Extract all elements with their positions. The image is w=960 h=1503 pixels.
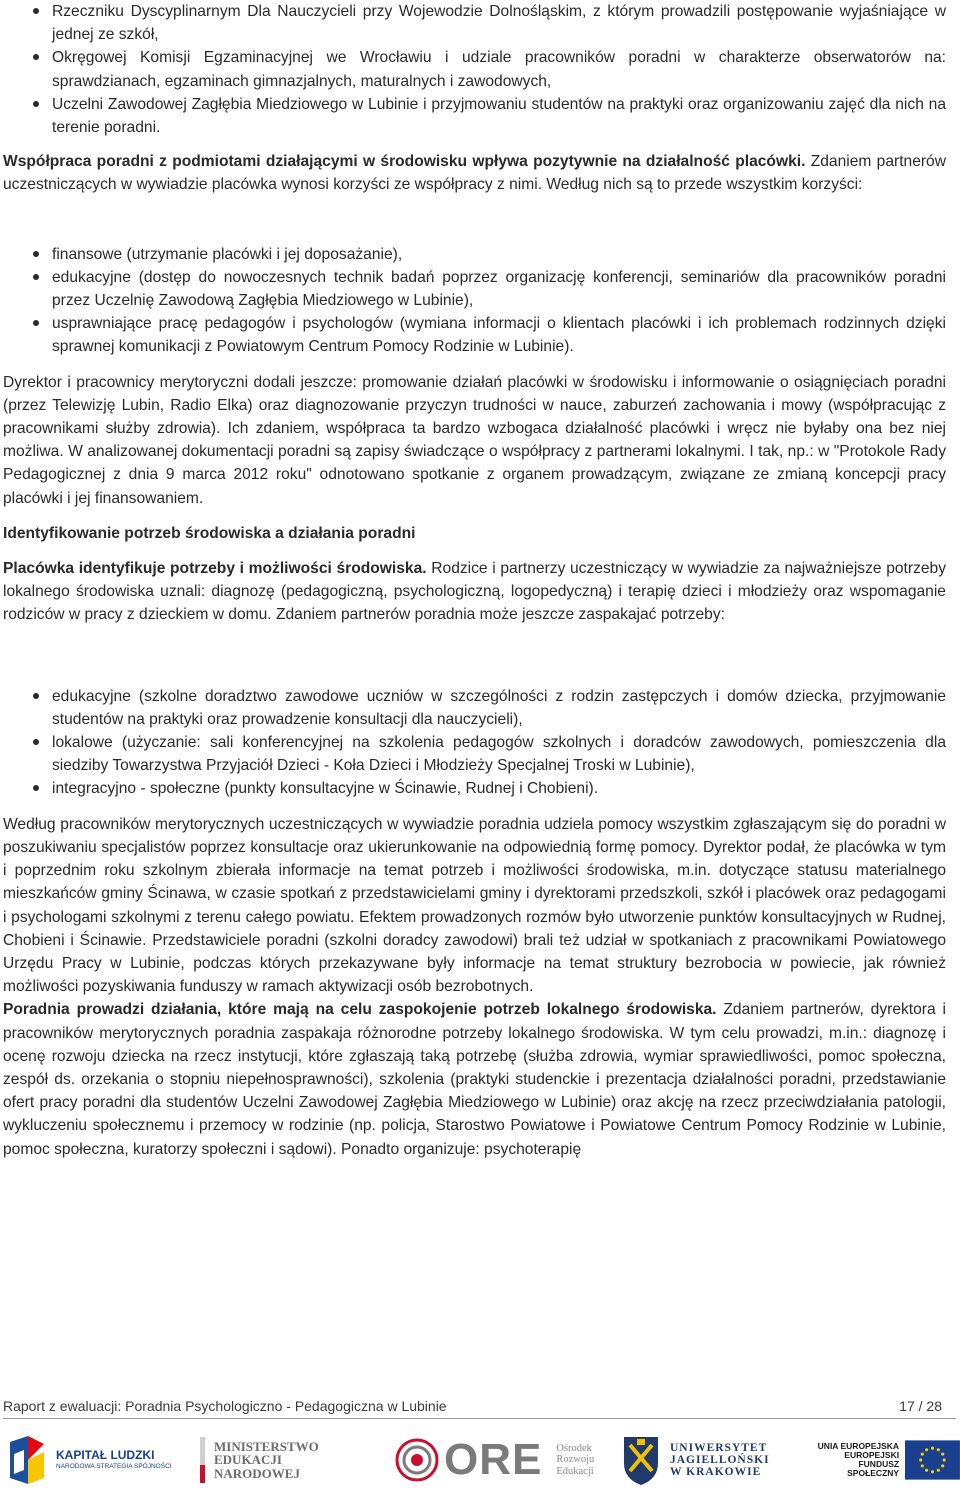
list-item: edukacyjne (szkolne doradztwo zawodowe uczniów w szczególności z rodzin zastępczych i domów dziecka, przyjmowanie studentów na praktyki oraz prowadzenie konsultacji dla nauczycieli), xyxy=(3,685,946,731)
list-item: usprawniające pracę pedagogów i psychologów (wymiana informacji o klientach placówki i ich problemach rodzinnych dzięki sprawnej komunikacji z Powiatowym Centrum Pomocy Rodzinie w Lubinie). xyxy=(3,312,946,358)
paragraph-actions xyxy=(3,998,946,1160)
uj-line2: JAGIELLOŃSKI xyxy=(670,1453,770,1466)
eu-star-icon xyxy=(941,1464,944,1467)
eu-flag-icon xyxy=(905,1440,960,1480)
ore-line2: Rozwoju xyxy=(556,1454,595,1466)
paragraph-text: Zdaniem partnerów uczestniczących w wywiadzie placówka wynosi korzyści ze współpracy z nimi. Według nich są to przede wszystkim korzyści: xyxy=(3,153,946,194)
eu-line2: EUROPEJSKI xyxy=(844,1450,900,1461)
men-line2: EDUKACJI xyxy=(214,1452,282,1468)
kapital-ludzki-logo xyxy=(6,1428,172,1492)
men-line1: MINISTERSTWO xyxy=(214,1438,319,1454)
list-item: edukacyjne (dostęp do nowoczesnych technik badań poprzez organizację konferencji, seminariów dla pracowników poradni przez Uczelnię Zawodową Zagłębia Miedziowego w Lubinie), xyxy=(3,266,946,312)
eu-line1: UNIA EUROPEJSKA xyxy=(817,1441,900,1452)
ore-line3: Edukacji xyxy=(556,1465,594,1477)
list-benefits xyxy=(3,243,946,359)
page-footer xyxy=(3,1396,956,1419)
bold-lead: Poradnia prowadzi działania, które mają na celu zaspokojenie potrzeb lokalnego środowiska. xyxy=(3,1001,717,1019)
men-bar-icon xyxy=(196,1435,210,1485)
eu-star-icon xyxy=(931,1447,934,1450)
eu-star-icon xyxy=(943,1458,946,1461)
paragraph-cooperation xyxy=(3,150,946,196)
uj-logo xyxy=(620,1428,770,1492)
eu-logo xyxy=(806,1428,960,1492)
paragraph-director: Dyrektor i pracownicy merytoryczni dodali jeszcze: promowanie działań placówki w środowisku i informowanie o osiągnięciach poradni (przez Telewizję Lubin, Radio Elka) oraz diagnozowanie przyczyn trudności w nauce, zaburzeń zachowania i mowy (współpracując z pracownikami służby zdrowia). Ich zdaniem, współpraca ta bardzo wzbogaca działalność placówki i wręcz nie byłaby ona bez niej możliwa. W analizowanej dokumentacji poradni są zapisy świadczące o współpracy z partnerami lokalnymi. I tak, np.: w "Protokole Rady Pedagogicznej z dnia 9 marca 2012 roku" odnotowano spotkanie z organem prowadzącym, związane ze zmianą koncepcji pracy placówki i jej finansowaniem. xyxy=(3,373,946,507)
paragraph-staff: Według pracowników merytorycznych uczestniczących w wywiadzie poradnia udziela pomocy wszystkim zgłaszającym się do poradni w poszukiwaniu specjalistów poprzez konsultacje oraz ukierunkowanie na odpowiednią formę pomocy. Dyrektor podał, że placówka w tym i poprzednim roku szkolnym zbierała informacje na temat potrzeb i możliwości środowiska, m.in. dotyczące statusu materialnego mieszkańców gminy Ścinawa, w czasie spotkań z przedstawicielami gminy i dyrektorami przedszkoli, szkół i placówek oraz pedagogami i psychologami szkolnymi z terenu całego powiatu. Efektem prowadzonych rozmów było utworzenie punktów konsultacyjnych w Rudnej, Chobieni i Ścinawie. Przedstawiciele poradni (szkolni doradcy zawodowi) brali też udział w spotkaniach z pracownikami Powiatowego Urzędu Pracy w Lubinie, podczas których przekazywane były informacje na temat struktury bezrobocia w powiecie, jak również możliwości pozyskiwania funduszy w ramach aktywizacji osób bezrobotnych. xyxy=(3,815,946,996)
eu-star-icon xyxy=(937,1448,940,1451)
bold-lead: Współpraca poradni z podmiotami działającymi w środowisku wpływa pozytywnie na działalność placówki. xyxy=(3,153,806,171)
kl-name: KAPITAŁ LUDZKI xyxy=(56,1448,155,1463)
eu-star-icon xyxy=(921,1453,924,1456)
document-body xyxy=(3,0,946,1161)
section-heading: Identyfikowanie potrzeb środowiska a działania poradni xyxy=(3,524,416,542)
eu-star-icon xyxy=(919,1458,922,1461)
list-item: Okręgowej Komisji Egzaminacyjnej we Wrocławiu i udziale pracowników poradni w charakterze obserwatorów na: sprawdzianach, egzaminach gimnazjalnych, maturalnych i zawodowych, xyxy=(3,46,946,92)
kapital-ludzki-icon xyxy=(6,1434,48,1486)
uj-crest-icon xyxy=(620,1433,662,1487)
eu-star-icon xyxy=(925,1448,928,1451)
sponsor-logos xyxy=(0,1428,960,1498)
report-title: Raport z ewaluacji: Poradnia Psychologiczno - Pedagogiczna w Lubinie xyxy=(3,1398,447,1414)
men-logo xyxy=(196,1428,319,1492)
paragraph-text: Rodzice i partnerzy uczestniczący w wywiadzie za najważniejsze potrzeby lokalnego środowiska uznali: diagnozę (pedagogiczną, psychologiczną, logopedyczną) i terapię dzieci i młodzieży oraz wspomaganie rodziców w pracy z dzieckiem w domu. Zdaniem partnerów poradnia może jeszcze zaspakajać potrzeby: xyxy=(3,560,947,624)
paragraph-text: Zdaniem partnerów, dyrektora i pracowników merytorycznych poradnia zaspakaja różnorodne potrzeby lokalnego środowiska. W tym celu prowadzi, m.in.: diagnozę i ocenę rozwoju dziecka na rzecz instytucji, które zgłaszają taką potrzebę (służba zdrowia, wymiar sprawiedliwości, pomoc społeczna, zespół ds. orzekania o stopniu niepełnosprawności), szkolenia (praktyki studenckie i prezentacja działalności poradni, przedstawianie ofert pracy poradni dla studentów Uczelni Zawodowej Zagłębia Miedziowego w Lubinie) oraz akcję na rzecz przeciwdziałania patologii, wykluczeniu społecznemu i przemocy w rodzinie (np. policja, Starostwo Powiatowe i Powiatowe Centrum Pomocy Rodzinie w Lubinie, pomoc społeczna, kuratorzy społeczni i sądowi). Ponadto organizuje: psychoterapię xyxy=(3,1001,947,1158)
list-partners xyxy=(3,0,946,139)
eu-star-icon xyxy=(937,1469,940,1472)
kl-subtitle: NARODOWA STRATEGIA SPÓJNOŚCI xyxy=(56,1462,172,1470)
eu-star-icon xyxy=(925,1469,928,1472)
list-item: Uczelni Zawodowej Zagłębia Miedziowego w Lubinie i przyjmowaniu studentów na praktyki oraz organizowaniu zajęć dla nich na terenie poradni. xyxy=(3,93,946,139)
uj-line3: W KRAKOWIE xyxy=(670,1466,762,1479)
ore-line1: Ośrodek xyxy=(556,1443,592,1455)
list-item: lokalowe (użyczanie: sali konferencyjnej na szkolenia pedagogów szkolnych i doradców zawodowych, pomieszczenia dla siedziby Towarzystwa Przyjaciół Dzieci - Koła Dzieci i Młodzieży Specjalnej Troski w Lubinie), xyxy=(3,731,946,777)
eu-line3: FUNDUSZ SPOŁECZNY xyxy=(847,1459,900,1478)
ore-mark: ORE xyxy=(444,1435,543,1484)
bold-lead: Placówka identyfikuje potrzeby i możliwości środowiska. xyxy=(3,560,427,578)
list-item: Rzeczniku Dyscyplinarnym Dla Nauczycieli przy Wojewodzie Dolnośląskim, z którym prowadzili postępowanie wyjaśniające w jednej ze szkół, xyxy=(3,0,946,46)
paragraph-needs xyxy=(3,557,946,627)
page-number: 17 / 28 xyxy=(899,1398,942,1414)
ore-rings-icon xyxy=(394,1437,440,1483)
eu-star-icon xyxy=(921,1464,924,1467)
uj-line1: UNIWERSYTET xyxy=(670,1441,768,1454)
list-needs xyxy=(3,685,946,801)
ore-logo xyxy=(394,1428,594,1492)
list-item: finansowe (utrzymanie placówki i jej doposażanie), xyxy=(3,243,946,266)
men-line3: NARODOWEJ xyxy=(214,1465,300,1481)
eu-star-icon xyxy=(931,1470,934,1473)
eu-star-icon xyxy=(941,1453,944,1456)
list-item: integracyjno - społeczne (punkty konsultacyjne w Ścinawie, Rudnej i Chobieni). xyxy=(3,777,946,800)
